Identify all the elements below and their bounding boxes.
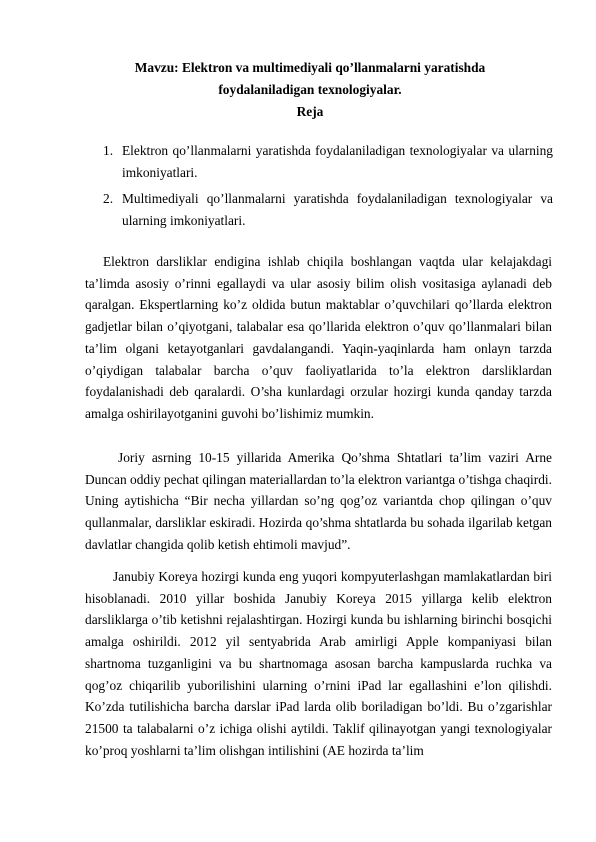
plan-item-number: 2. [103,191,114,206]
document-title-line-2: foydalaniladigan texnologiyalar. [218,82,402,97]
document-title-line-1: Mavzu: Elektron va multimediyali qo’llanmalarni yaratishda [134,60,486,75]
plan-item-text: Elektron qo’llanmalarni yaratishda foydalaniladigan texnologiyalar va ularning imkoniyatlari. [122,143,553,180]
body-paragraph-2: Joriy asrning 10-15 yillarida Amerika Qo’shma Shtatlari ta’lim vaziri Arne Duncan oddiy pechat qilingan materiallardan to’la elektron variantga o’tishga chaqirdi. Uning aytishicha “Bir necha yillardan so’ng qog’oz variantda chop qilingan o’quv qullanmalar, darsliklar eskiradi. Hozirda qo’shma shtatlarda bu sohada ilgarilab ketgan davlatlar changida qolib ketish ehtimoli mavjud”. [85,450,552,552]
body-paragraph-3: Janubiy Koreya hozirgi kunda eng yuqori kompyuterlashgan mamlakatlardan biri hisoblanadi. 2010 yillar boshida Janubiy Koreya 2015 yillarga kelib elektron darsliklarga o’tib ketishni rejalashtirgan. Hozirgi kunda bu ishlarning birinchi bosqichi amalga oshirildi. 2012 yil sentyabrida Arab amirligi Apple kompaniyasi bilan shartnoma tuzganligini va bu shartnomaga asosan barcha kampuslarda ruchka va qog’oz chiqarilib yuborilishini ularning o’rnini iPad lar egallashini e’lon qilishdi. Ko’zda tutilishicha barcha darslar iPad larda olib boriladigan bo’ldi. Bu o’zgarishlar 21500 ta talabalarni o’z ichiga olishi aytildi. Taklif qilinayotgan yangi texnologiyalar ko’proq yoshlarni ta’lim olishgan intilishini (AE hozirda ta’lim [85,569,552,758]
plan-item-text: Multimediyali qo’llanmalarni yaratishda foydalaniladigan texnologiyalar va ularning imkoniyatlari. [122,191,553,228]
plan-item-number: 1. [103,143,114,158]
body-paragraph-1: Elektron darsliklar endigina ishlab chiqila boshlangan vaqtda ular kelajakdagi ta’limda asosiy o’rinni egallaydi va ular asosiy bilim olish vositasiga aylanadi deb qaralgan. Ekspertlarning ko’z oldida butun maktablar o’quvchilari qo’llarda elektron gadjetlar bilan o’qiyotgani, talabalar esa qo’llarida elektron o’quv qo’llanmalari bilan ta’lim olgani ketayotganlari gavdalangandi. Yaqin-yaqinlarda ham onlayn tarzda o’qiydigan talabalar barcha o’quv faoliyatlarida to’la elektron darsliklardan foydalanishadi deb qaralardi. O’sha kunlardagi orzular hozirgi kunda qanday tarzda amalga oshirilayotganini guvohi bo’lishimiz mumkin. [85,254,552,421]
document-subtitle: Reja [296,104,324,119]
